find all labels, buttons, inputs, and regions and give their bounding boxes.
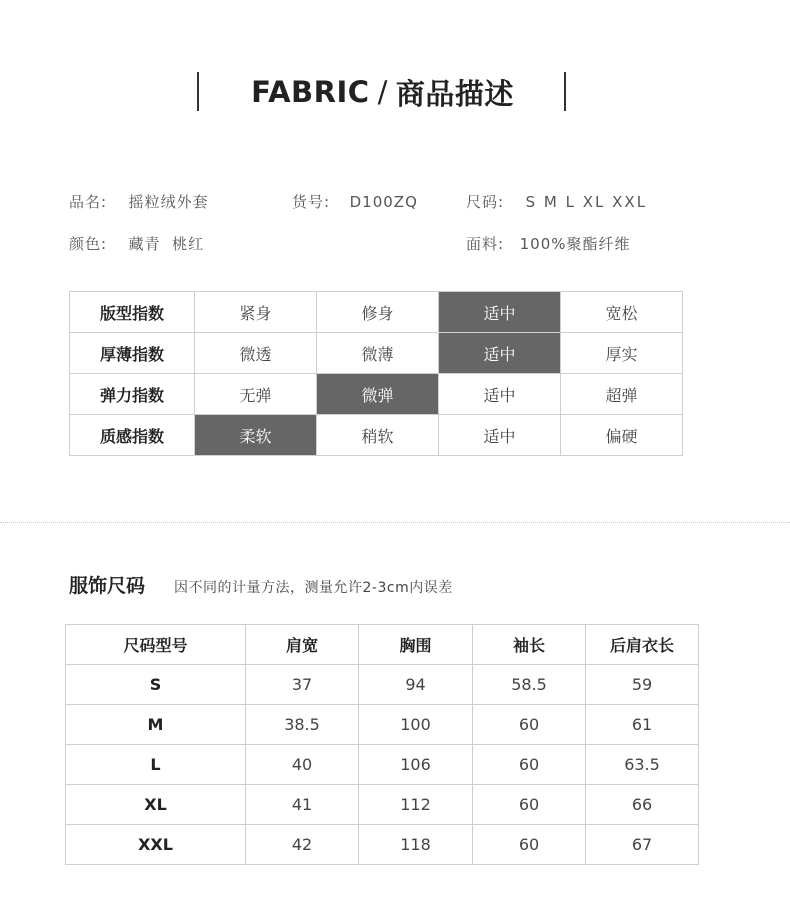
product-name (69, 191, 209, 212)
title-english: FABRIC (251, 75, 370, 109)
size-section-title: 服饰尺码 (69, 575, 146, 597)
fabric-index-row (70, 374, 683, 415)
fabric-index-option: 适中 (439, 415, 561, 456)
size-table-value-cell: 67 (586, 825, 699, 865)
fabric-index-option: 适中 (439, 374, 561, 415)
header-right-bar (564, 72, 566, 111)
size-table-header-cell: 尺码型号 (66, 625, 246, 665)
product-name-value: 摇粒绒外套 (128, 193, 209, 211)
size-table-row (66, 825, 699, 865)
fabric-index-table (69, 291, 683, 456)
header-left-bar (197, 72, 199, 111)
fabric-index-option: 厚实 (561, 333, 683, 374)
product-code (292, 191, 418, 212)
product-color (69, 233, 204, 254)
size-table-value-cell: 41 (246, 785, 359, 825)
size-table-header-cell: 肩宽 (246, 625, 359, 665)
size-table-value-cell: 61 (586, 705, 699, 745)
fabric-index-label: 弹力指数 (70, 374, 195, 415)
fabric-index-option: 超弹 (561, 374, 683, 415)
product-code-label: 货号: (292, 193, 331, 211)
size-table-size-cell: XL (66, 785, 246, 825)
product-color-value: 藏青 桃红 (128, 235, 205, 253)
fabric-index-option: 紧身 (195, 292, 317, 333)
size-table-value-cell: 38.5 (246, 705, 359, 745)
size-table-value-cell: 60 (473, 785, 586, 825)
fabric-index-option-selected: 适中 (439, 333, 561, 374)
size-table-size-cell: S (66, 665, 246, 705)
size-table-header-row (66, 625, 699, 665)
size-table-header-cell: 袖长 (473, 625, 586, 665)
fabric-index-row (70, 415, 683, 456)
size-table-value-cell: 60 (473, 745, 586, 785)
size-table-value-cell: 112 (359, 785, 473, 825)
fabric-index-label: 质感指数 (70, 415, 195, 456)
product-size-value: S M L XL XXL (525, 193, 648, 211)
size-section-note: 因不同的计量方法，测量允许2-3cm内误差 (174, 580, 453, 596)
fabric-index-option-selected: 微弹 (317, 374, 439, 415)
size-table-value-cell: 66 (586, 785, 699, 825)
fabric-index-option: 修身 (317, 292, 439, 333)
fabric-index-option-selected: 适中 (439, 292, 561, 333)
size-table-value-cell: 94 (359, 665, 473, 705)
size-table-value-cell: 63.5 (586, 745, 699, 785)
size-table-value-cell: 58.5 (473, 665, 586, 705)
fabric-index-option: 无弹 (195, 374, 317, 415)
product-code-value: D100ZQ (349, 193, 418, 211)
fabric-index-option: 偏硬 (561, 415, 683, 456)
size-table-value-cell: 40 (246, 745, 359, 785)
section-divider (0, 522, 790, 523)
product-size (466, 191, 647, 212)
size-table-value-cell: 106 (359, 745, 473, 785)
size-table-size-cell: XXL (66, 825, 246, 865)
fabric-index-label: 版型指数 (70, 292, 195, 333)
product-name-label: 品名: (69, 193, 108, 211)
size-table-row (66, 745, 699, 785)
page-title (200, 72, 565, 112)
size-table-size-cell: L (66, 745, 246, 785)
size-table-value-cell: 59 (586, 665, 699, 705)
title-chinese: 商品描述 (395, 76, 514, 111)
size-table-row (66, 665, 699, 705)
size-table-header-cell: 胸围 (359, 625, 473, 665)
product-material-label: 面料: (466, 235, 505, 253)
size-chart-table (65, 624, 699, 865)
size-table-size-cell: M (66, 705, 246, 745)
size-table-row (66, 785, 699, 825)
fabric-index-label: 厚薄指数 (70, 333, 195, 374)
product-material (466, 233, 631, 254)
product-color-label: 颜色: (69, 235, 108, 253)
product-size-label: 尺码: (466, 193, 505, 211)
title-slash: / (377, 75, 388, 109)
product-material-value: 100%聚酯纤维 (519, 235, 631, 253)
fabric-index-option: 微薄 (317, 333, 439, 374)
size-table-value-cell: 60 (473, 705, 586, 745)
size-table-row (66, 705, 699, 745)
size-table-value-cell: 118 (359, 825, 473, 865)
size-table-value-cell: 100 (359, 705, 473, 745)
fabric-index-option-selected: 柔软 (195, 415, 317, 456)
fabric-index-option: 宽松 (561, 292, 683, 333)
fabric-index-option: 稍软 (317, 415, 439, 456)
size-table-header-cell: 后肩衣长 (586, 625, 699, 665)
fabric-index-row (70, 333, 683, 374)
fabric-index-row (70, 292, 683, 333)
size-table-value-cell: 37 (246, 665, 359, 705)
size-table-value-cell: 60 (473, 825, 586, 865)
size-table-value-cell: 42 (246, 825, 359, 865)
fabric-index-option: 微透 (195, 333, 317, 374)
